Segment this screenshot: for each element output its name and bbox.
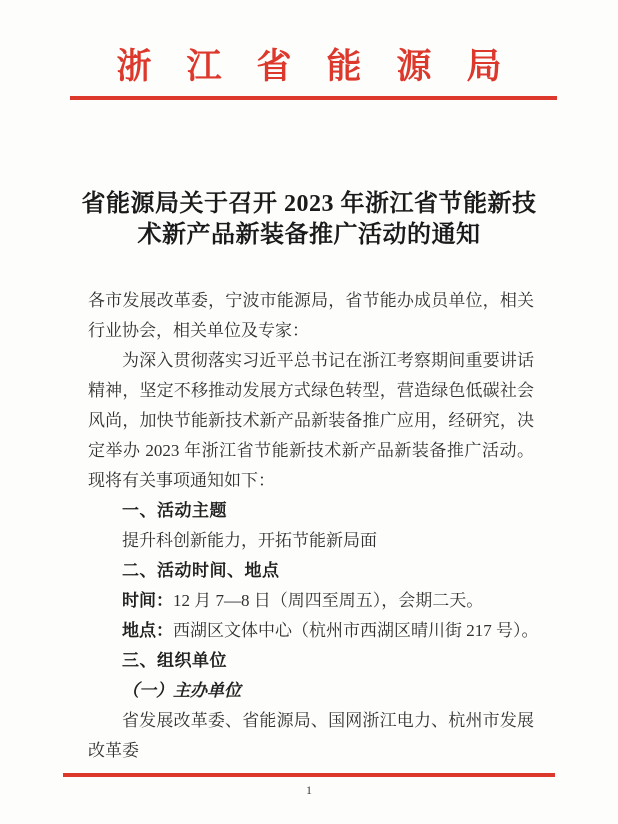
header-double-rule — [70, 96, 557, 100]
time-line — [88, 586, 534, 616]
section-3-heading: 三、组织单位 — [122, 651, 227, 670]
agency-header-title — [0, 44, 618, 90]
section-2-heading: 二、活动时间、地点 — [122, 561, 280, 580]
document-title — [0, 189, 618, 251]
section-1-heading: 一、活动主题 — [122, 501, 227, 520]
document-body — [88, 286, 539, 766]
salutation: 各市发展改革委，宁波市能源局，省节能办成员单位，相关行业协会，相关单位及专家： — [88, 291, 534, 340]
place-line — [88, 616, 539, 646]
time-label: 时间： — [122, 591, 173, 610]
organizers-paragraph: 省发展改革委、省能源局、国网浙江电力、杭州市发展改革委 — [88, 711, 534, 760]
document-title-line-1: 省能源局关于召开 2023 年浙江省节能新技 — [81, 191, 537, 217]
page-number: 1 — [306, 783, 312, 797]
host-subheading: （一）主办单位 — [122, 681, 241, 700]
activity-theme: 提升科创新能力，开拓节能新局面 — [122, 531, 377, 550]
place-value: 西湖区文体中心（杭州市西湖区晴川街 217 号）。 — [173, 621, 539, 640]
time-value: 12 月 7—8 日（周四至周五），会期二天。 — [173, 591, 484, 610]
place-label: 地点： — [122, 621, 173, 640]
document-title-line-2: 术新产品新装备推广活动的通知 — [137, 222, 481, 248]
footer-double-rule — [63, 773, 555, 777]
agency-name-text: 浙江省能源局 — [116, 47, 537, 86]
intro-paragraph: 为深入贯彻落实习近平总书记在浙江考察期间重要讲话精神，坚定不移推动发展方式绿色转型，营造绿色低碳社会风尚，加快节能新技术新产品新装备推广应用，经研究，决定举办 2023 年浙江省节能新技术新产品新装备推广活动。现将有关事项通知如下： — [88, 351, 534, 490]
